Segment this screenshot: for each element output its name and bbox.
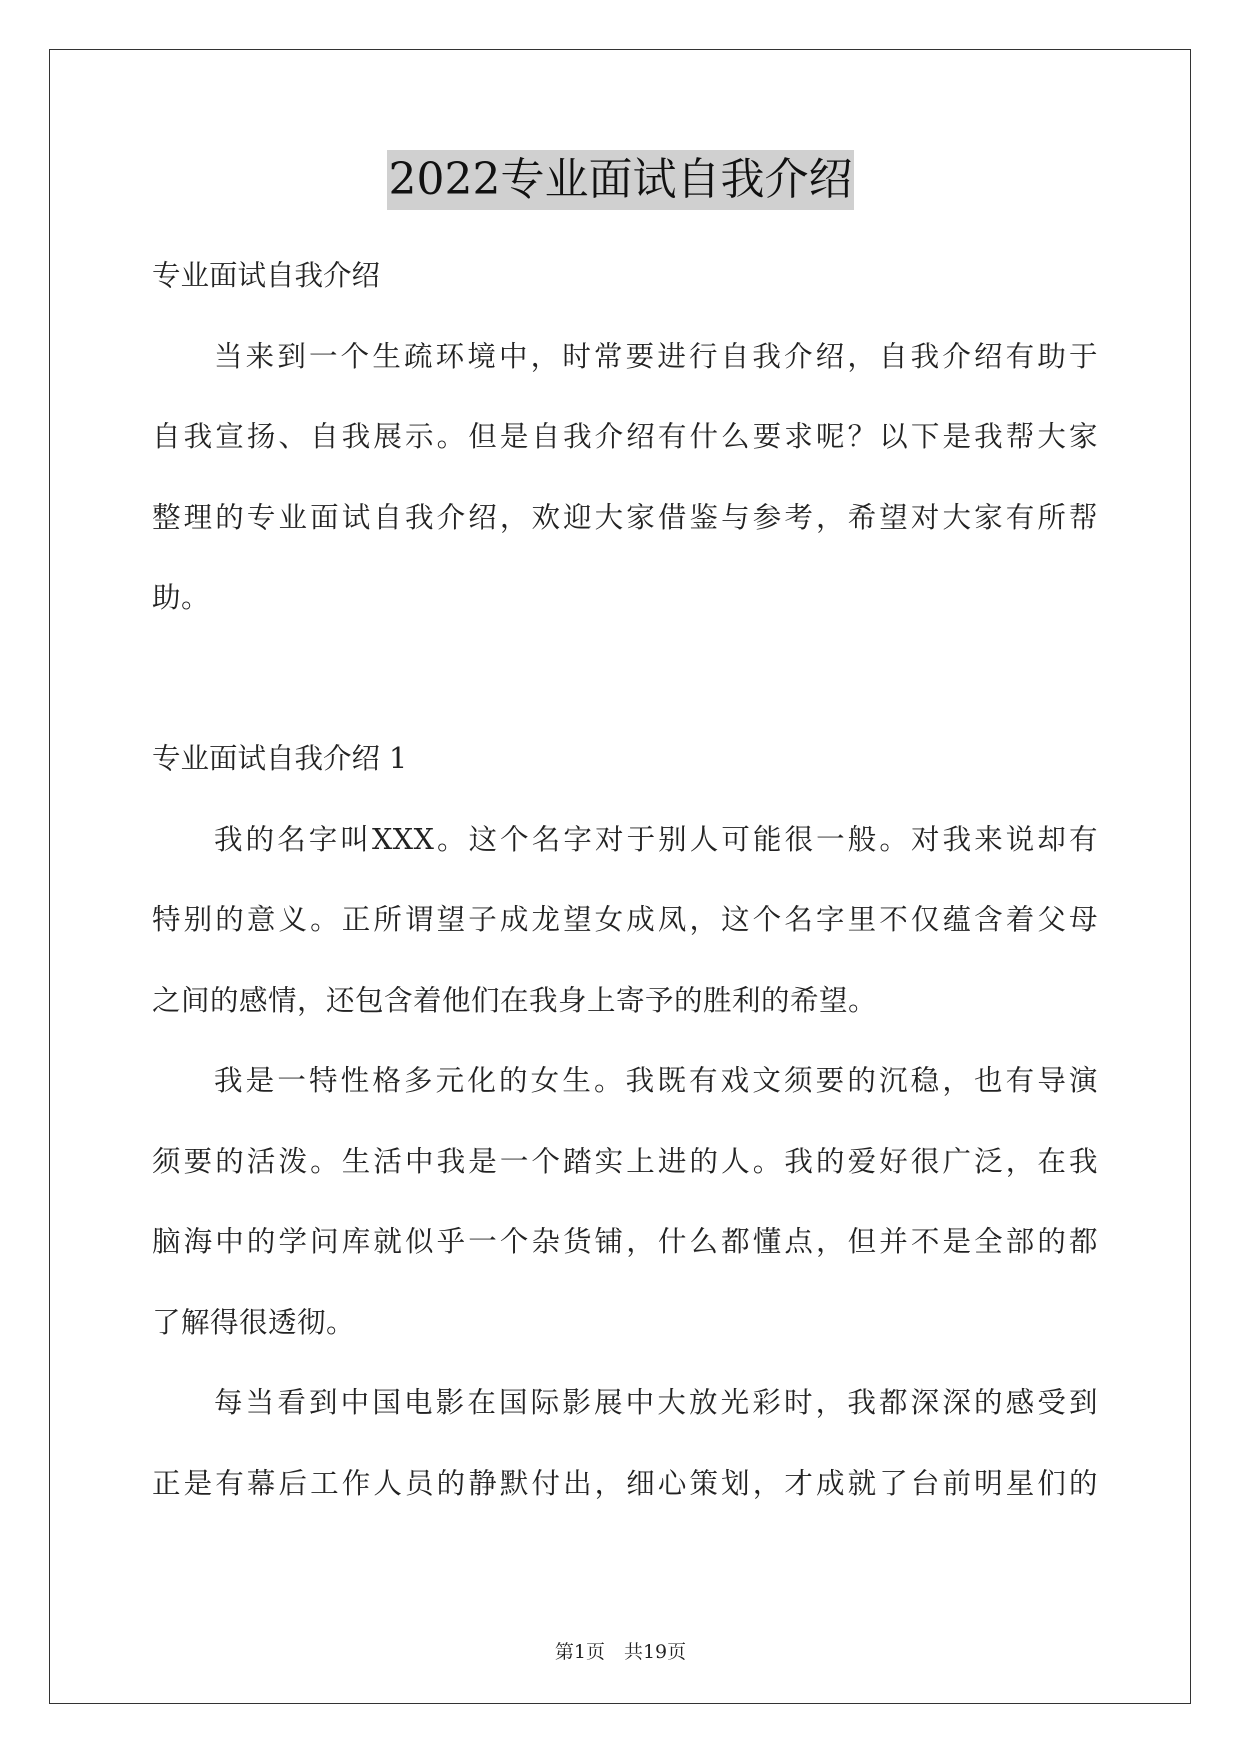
text-line: 须要的活泼。生活中我是一个踏实上进的人。我的爱好很广泛，在我 (152, 1144, 1098, 1178)
text-line: 脑海中的学问库就似乎一个杂货铺，什么都懂点，但并不是全部的都 (152, 1225, 1098, 1258)
text-line: 整理的专业面试自我介绍，欢迎大家借鉴与参考，希望对大家有所帮 (152, 500, 1098, 534)
text-line: 之间的感情，还包含着他们在我身上寄予的胜利的希望。 (152, 983, 878, 1017)
intro-heading: 专业面试自我介绍 (152, 259, 381, 292)
document-title: 2022专业面试自我介绍 (387, 150, 855, 210)
text-line: 特别的意义。正所谓望子成龙望女成凤，这个名字里不仅蕴含着父母 (152, 903, 1098, 936)
text-line: 了解得很透彻。 (152, 1305, 356, 1339)
text-line: 每当看到中国电影在国际影展中大放光彩时，我都深深的感受到 (214, 1386, 1098, 1419)
title-container (0, 150, 1241, 210)
text-line: 我是一特性格多元化的女生。我既有戏文须要的沉稳，也有导演 (214, 1064, 1098, 1097)
text-line: 自我宣扬、自我展示。但是自我介绍有什么要求呢？以下是我帮大家 (152, 420, 1098, 453)
blank-line (152, 639, 1098, 720)
paragraph-name-meaning (152, 800, 1098, 1042)
text-line: 当来到一个生疏环境中，时常要进行自我介绍，自我介绍有助于 (214, 339, 1098, 373)
document-body (152, 236, 1098, 1524)
paragraph-film (152, 1363, 1098, 1524)
text-line: 正是有幕后工作人员的静默付出，细心策划，才成就了台前明星们的 (152, 1466, 1098, 1500)
text-line: 我的名字叫XXX。这个名字对于别人可能很一般。对我来说却有 (214, 822, 1098, 856)
text-line: 助。 (152, 581, 211, 614)
page-number: 第1页 共19页 (554, 1641, 687, 1663)
section-heading: 专业面试自我介绍 1 (152, 742, 408, 775)
paragraph-personality (152, 1041, 1098, 1363)
intro-paragraph (152, 317, 1098, 639)
